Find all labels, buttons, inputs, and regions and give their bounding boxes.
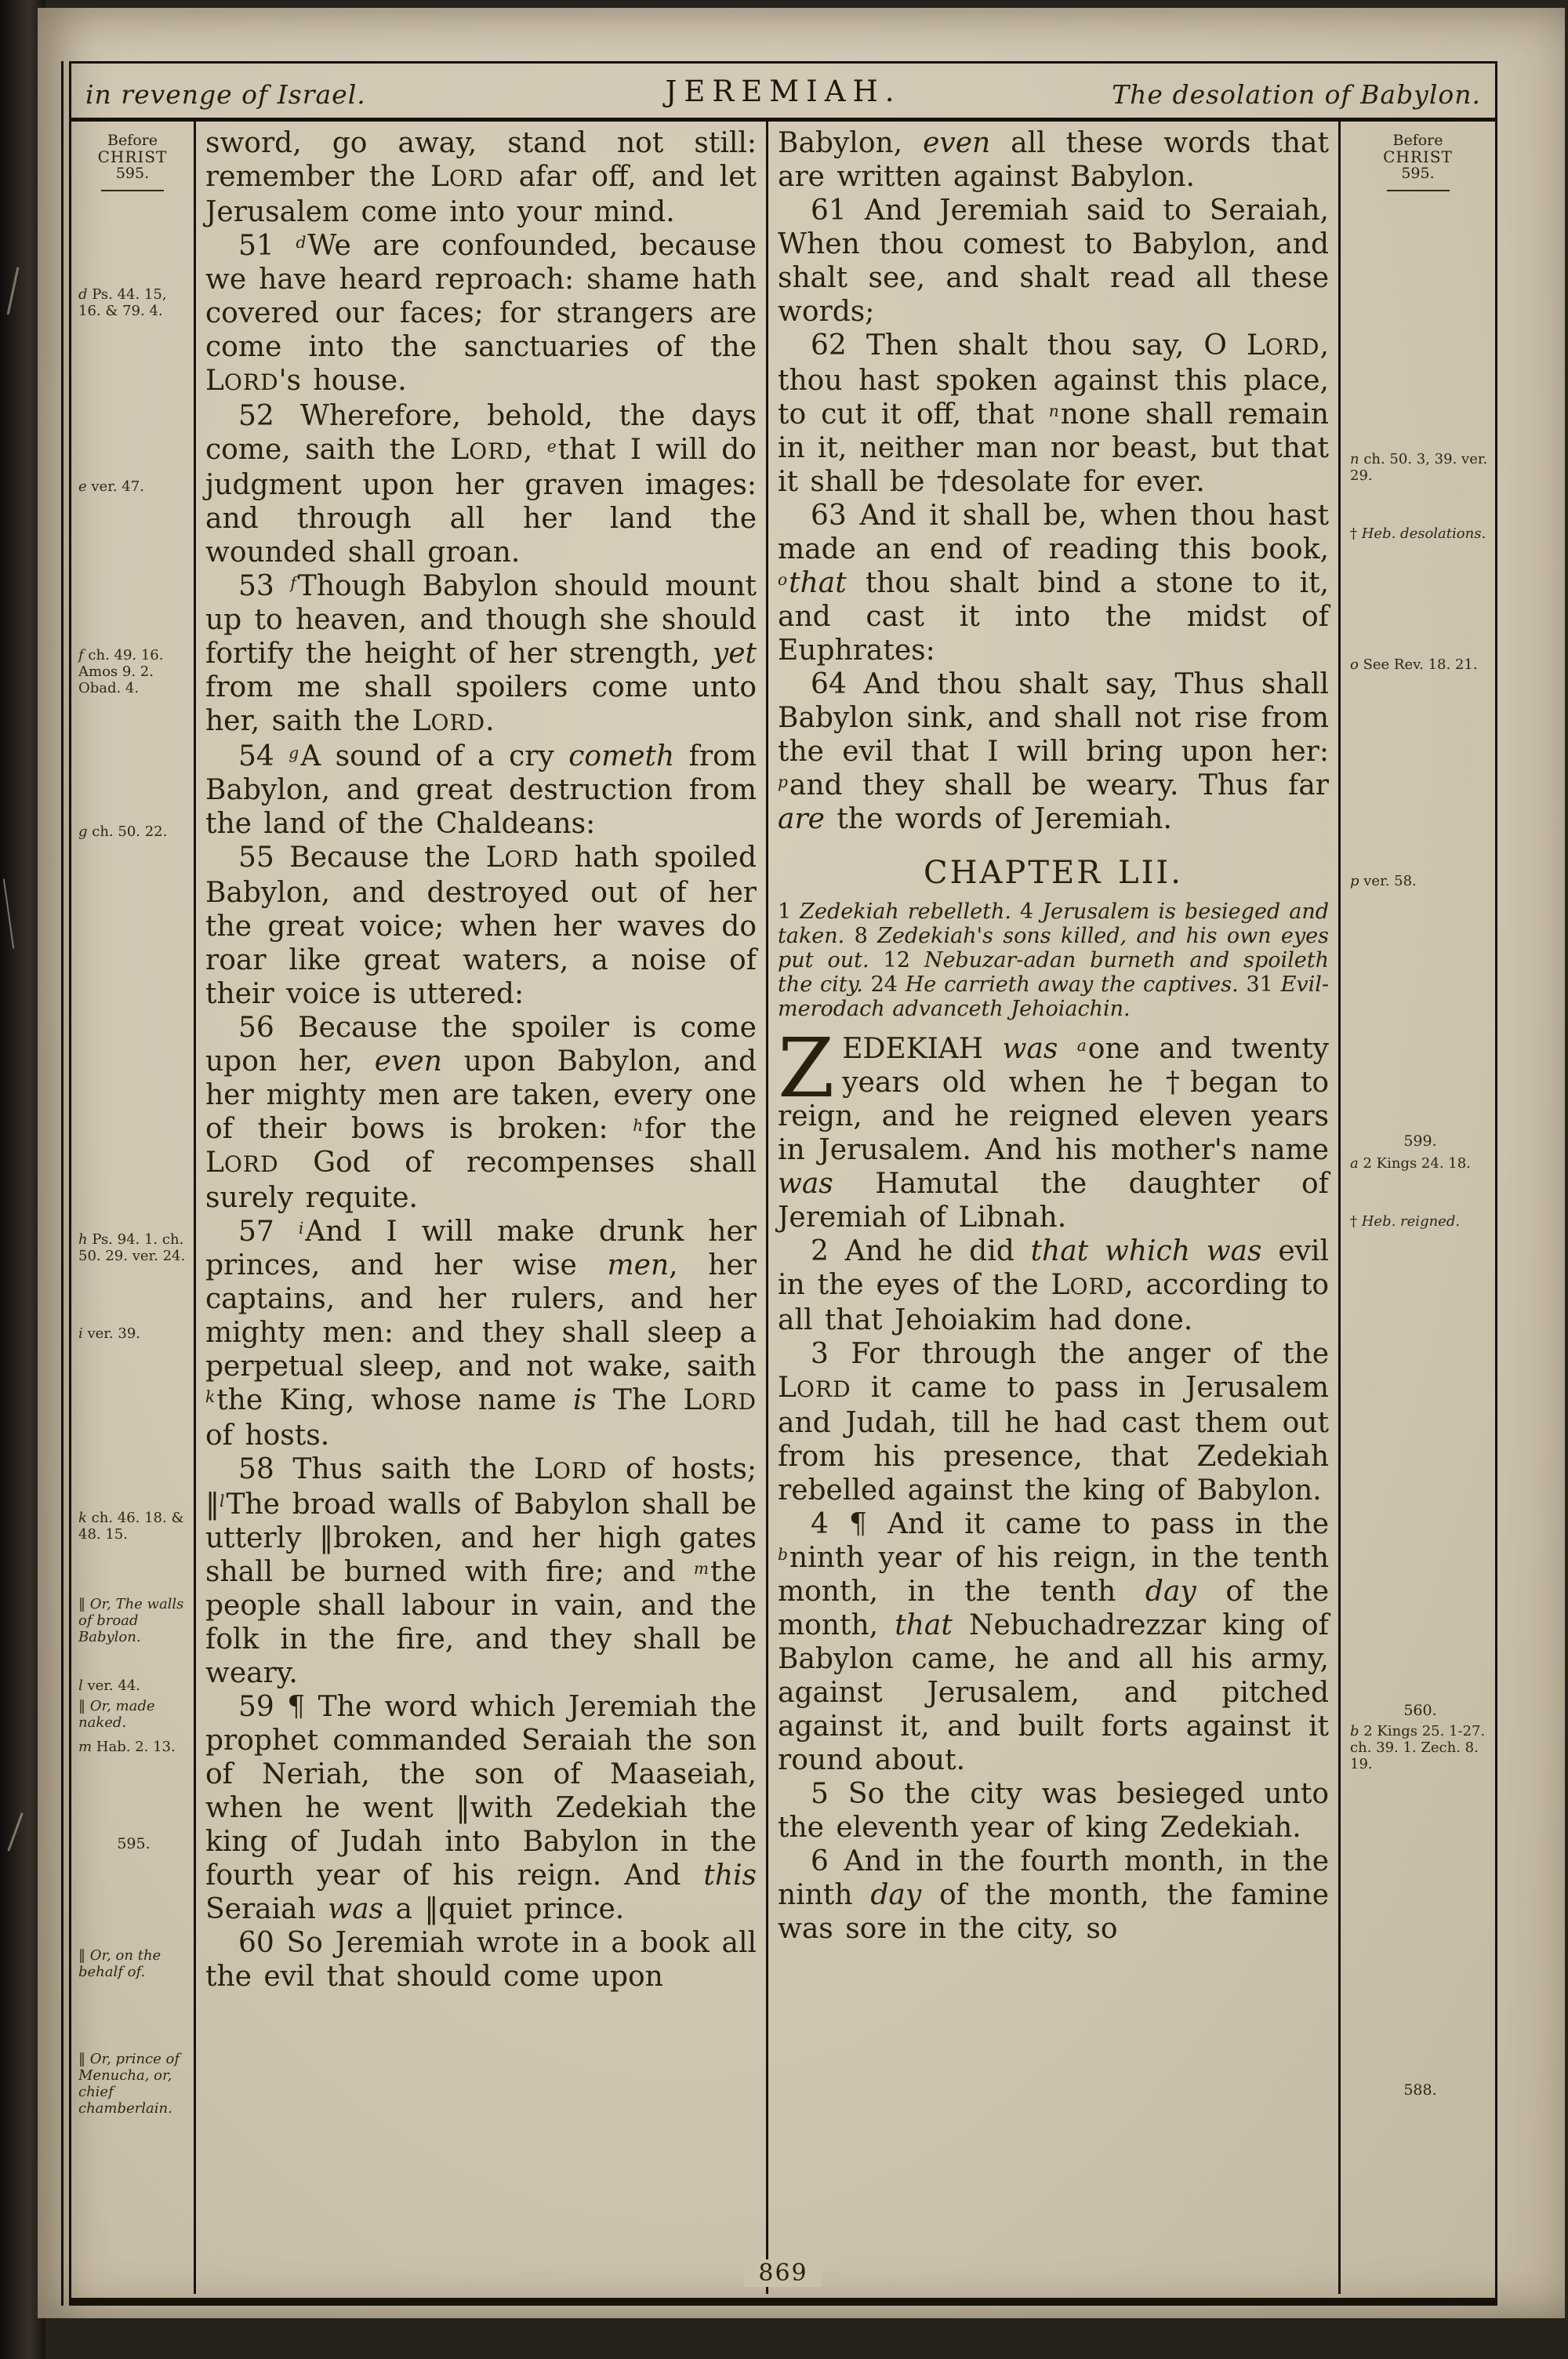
margin-note: g ch. 50. 22. [78, 823, 168, 840]
margin-note: m Hab. 2. 13. [78, 1739, 176, 1755]
margin-year: 599. [1403, 1132, 1437, 1150]
text-columns [71, 122, 1495, 2294]
chapter-heading: CHAPTER LII. [924, 855, 1183, 891]
margin-note: ‖ Or, The walls of broad Babylon. [78, 1596, 184, 1645]
verse-paragraph: sword, go away, stand not still: remember the LORD afar off, and let Jerusalem come into your mind. [205, 127, 757, 228]
verse-paragraph: 51 $^d$We are confounded, because we have heard reproach: shame hath covered our faces; for strangers are come into the sanctuaries of the LORD's house. [205, 230, 757, 397]
verse-paragraph: 6 And in the fourth month, in the ninth day of the month, the famine was sore in the city, so [778, 1845, 1330, 1945]
verse-paragraph: 52 Wherefore, behold, the days come, saith the LORD, $^e$that I will do judgment upon her graven images: and through all her land the wounded shall groan. [205, 400, 757, 569]
before-christ-heading [1341, 122, 1495, 191]
margin-note: † Heb. desolations. [1350, 525, 1486, 542]
margin-year: 588. [1403, 2081, 1437, 2099]
drop-cap-letter: Z [778, 1020, 835, 1116]
margin-note: i ver. 39. [78, 1325, 141, 1342]
margin-note: ‖ Or, prince of Menucha, or, chief chamberlain. [78, 2051, 180, 2117]
verse-paragraph: 59 ¶ The word which Jeremiah the prophet commanded Seraiah the son of Neriah, the son of Maaseiah, when he went ‖with Zedekiah the king of Judah into Babylon in the fourth year of his reign. And this Seraiah was a ‖quiet prince. [205, 1691, 757, 1925]
verse-paragraph: 58 Thus saith the LORD of hosts; ‖$^l$The broad walls of Babylon shall be utterly ‖broken, and her high gates shall be burned with fire; and $^m$the people shall labour in vain, and the folk in the fire, and they shall be weary. [205, 1453, 757, 1689]
margin-note: d Ps. 44. 15, 16. & 79. 4. [78, 286, 167, 319]
heading-rule [101, 190, 164, 191]
scratch-mark [7, 1812, 24, 1852]
margin-note: f ch. 49. 16. Amos 9. 2. Obad. 4. [78, 647, 164, 696]
verse-paragraph: 57 $^i$And I will make drunk her princes, and her wise men, her captains, and her rulers, and her mighty men: and they shall sleep a perpetual sleep, and not wake, saith $^k$the King, whose name is The LORD of hosts. [205, 1216, 757, 1452]
margin-note: h Ps. 94. 1. ch. 50. 29. ver. 24. [78, 1231, 186, 1264]
verse-paragraph: 55 Because the LORD hath spoiled Babylon, and destroyed out of her the great voice; when her waves do roar like great waters, a noise of their voice is uttered: [205, 841, 757, 1010]
before-christ-heading [71, 122, 194, 191]
right-text-column [768, 122, 1338, 2294]
scratch-mark [3, 878, 15, 948]
before-christ-line: CHRIST [97, 147, 168, 166]
running-head-title: JEREMIAH. [665, 75, 902, 108]
verse-paragraph: 60 So Jeremiah wrote in a book all the evil that should come upon [205, 1927, 757, 1993]
left-margin-notes-column [71, 122, 194, 2294]
verse-paragraph: 5 So the city was besieged unto the eleventh year of king Zedekiah. [778, 1778, 1329, 1844]
verse-paragraph: 54 $^g$A sound of a cry cometh from Babylon, and great destruction from the land of the Chaldeans: [205, 740, 757, 840]
verse-paragraph: 4 ¶ And it came to pass in the $^b$ninth year of his reign, in the tenth month, in the tenth day of the month, that Nebuchadrezzar king of Babylon came, he and all his army, against Jerusalem, and pitched against it, and built forts against it round about. [778, 1508, 1329, 1776]
verse-paragraph: 63 And it shall be, when thou hast made an end of reading this book, $^o$that thou shalt bind a stone to it, and cast it into the midst of Euphrates: [778, 500, 1329, 667]
running-head [71, 64, 1495, 122]
verse-paragraph: 53 $^f$Though Babylon should mount up to heaven, and though she should fortify the height of her strength, yet from me shall spoilers come unto her, saith the LORD. [205, 570, 757, 737]
left-text-column [196, 122, 766, 2294]
before-christ-line: Before [1392, 132, 1443, 149]
bible-page [38, 8, 1565, 2318]
margin-note: k ch. 46. 18. & 48. 15. [78, 1510, 184, 1543]
verse-paragraph: 62 Then shalt thou say, O LORD, thou hast spoken against this place, to cut it off, that $^n$none shall remain in it, neither man nor beast, but that it shall be †desolate for ever. [778, 329, 1329, 498]
heading-rule [1387, 190, 1450, 191]
verse-paragraph: 64 And thou shalt say, Thus shall Babylon sink, and shall not rise from the evil that I will bring upon her: $^p$and they shall be weary. Thus far are the words of Jeremiah. [778, 668, 1329, 835]
page-frame [69, 61, 1497, 2306]
before-christ-year: 595. [115, 165, 150, 182]
before-christ-year: 595. [1401, 165, 1435, 182]
margin-note: l ver. 44. [78, 1677, 141, 1694]
verse-paragraph: 2 And he did that which was evil in the eyes of the LORD, according to all that Jehoiakim had done. [778, 1235, 1329, 1336]
before-christ-line: CHRIST [1383, 147, 1453, 166]
margin-year: 595. [117, 1835, 151, 1852]
margin-note: e ver. 47. [78, 478, 144, 495]
margin-note: n ch. 50. 3, 39. ver. 29. [1350, 451, 1488, 484]
margin-note: o See Rev. 18. 21. [1350, 656, 1478, 673]
scratch-mark [7, 267, 20, 314]
verse-paragraph: Babylon, even all these words that are written against Babylon. [778, 127, 1329, 193]
margin-note: ‖ Or, made naked. [78, 1698, 155, 1731]
margin-note: † Heb. reigned. [1350, 1213, 1461, 1230]
right-margin-notes-column [1341, 122, 1495, 2294]
margin-note: p ver. 58. [1350, 873, 1417, 889]
margin-year: 560. [1403, 1702, 1437, 1719]
running-head-left: in revenge of Israel. [85, 79, 366, 110]
running-head-right: The desolation of Babylon. [1112, 79, 1481, 110]
before-christ-line: Before [107, 132, 158, 149]
margin-note: a 2 Kings 24. 18. [1350, 1155, 1471, 1172]
page-number: 869 [744, 2259, 822, 2287]
margin-note: ‖ Or, on the behalf of. [78, 1947, 162, 1980]
verse-paragraph: 61 And Jeremiah said to Seraiah, When thou comest to Babylon, and shalt see, and shalt read all these words; [778, 194, 1329, 328]
verse-paragraph: 3 For through the anger of the LORD it came to pass in Jerusalem and Judah, till he had cast them out from his presence, that Zedekiah rebelled against the king of Babylon. [778, 1338, 1329, 1507]
margin-note: b 2 Kings 25. 1-27. ch. 39. 1. Zech. 8. 19. [1350, 1723, 1486, 1772]
verse-paragraph: 56 Because the spoiler is come upon her, even upon Babylon, and her mighty men are taken, every one of their bows is broken: $^h$for the LORD God of recompenses shall surely requite. [205, 1012, 757, 1214]
verse-paragraph: ZEDEKIAH was $^a$one and twenty years old when he †began to reign, and he reigned eleven years in Jerusalem. And his mother's name was Hamutal the daughter of Jeremiah of Libnah. [778, 1020, 1329, 1234]
chapter-summary: 1 Zedekiah rebelleth. 4 Jerusalem is besieged and taken. 8 Zedekiah's sons killed, and his own eyes put out. 12 Nebuzar-adan burneth and spoileth the city. 24 He carrieth away the captives. 31 Evil-merodach advanceth Jehoiachin. [778, 900, 1330, 1021]
